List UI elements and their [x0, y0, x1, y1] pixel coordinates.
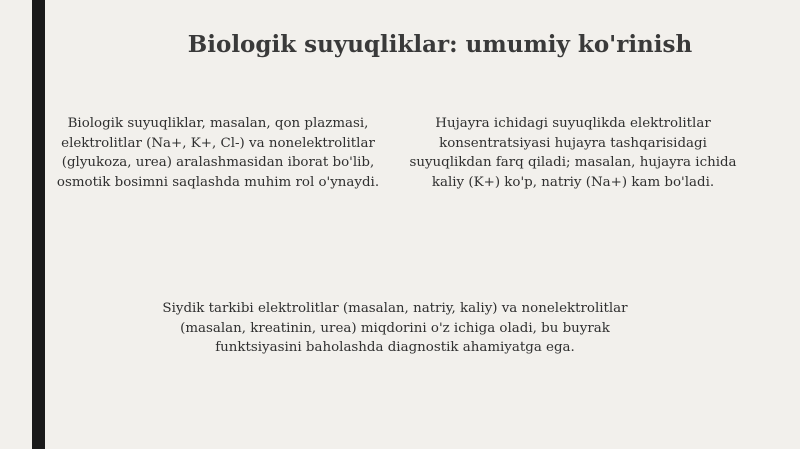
slide-title: Biologik suyuqliklar: umumiy ko'rinish: [187, 31, 693, 58]
paragraph-left: Biologik suyuqliklar, masalan, qon plazmasi, elektrolitlar (Na+, K+, Cl-) va nonelektrolitlar (glyukoza, urea) aralashmasidan iborat bo'lib, osmotik bosimni saqlashda muhim rol o'ynaydi.: [56, 116, 380, 190]
paragraph-bottom: Siydik tarkibi elektrolitlar (masalan, natriy, kaliy) va nonelektrolitlar (masalan, kreatinin, urea) miqdorini o'z ichiga oladi, bu buyrak funktsiyasini baholashda diagnostik ahamiyatga ega.: [162, 301, 628, 355]
paragraph-right: Hujayra ichidagi suyuqlikda elektrolitlar konsentratsiyasi hujayra tashqarisidagi suyuqlikdan farq qiladi; masalan, hujayra ichida kaliy (K+) ko'p, natriy (Na+) kam bo'ladi.: [409, 116, 737, 190]
accent-bar: [32, 0, 45, 449]
